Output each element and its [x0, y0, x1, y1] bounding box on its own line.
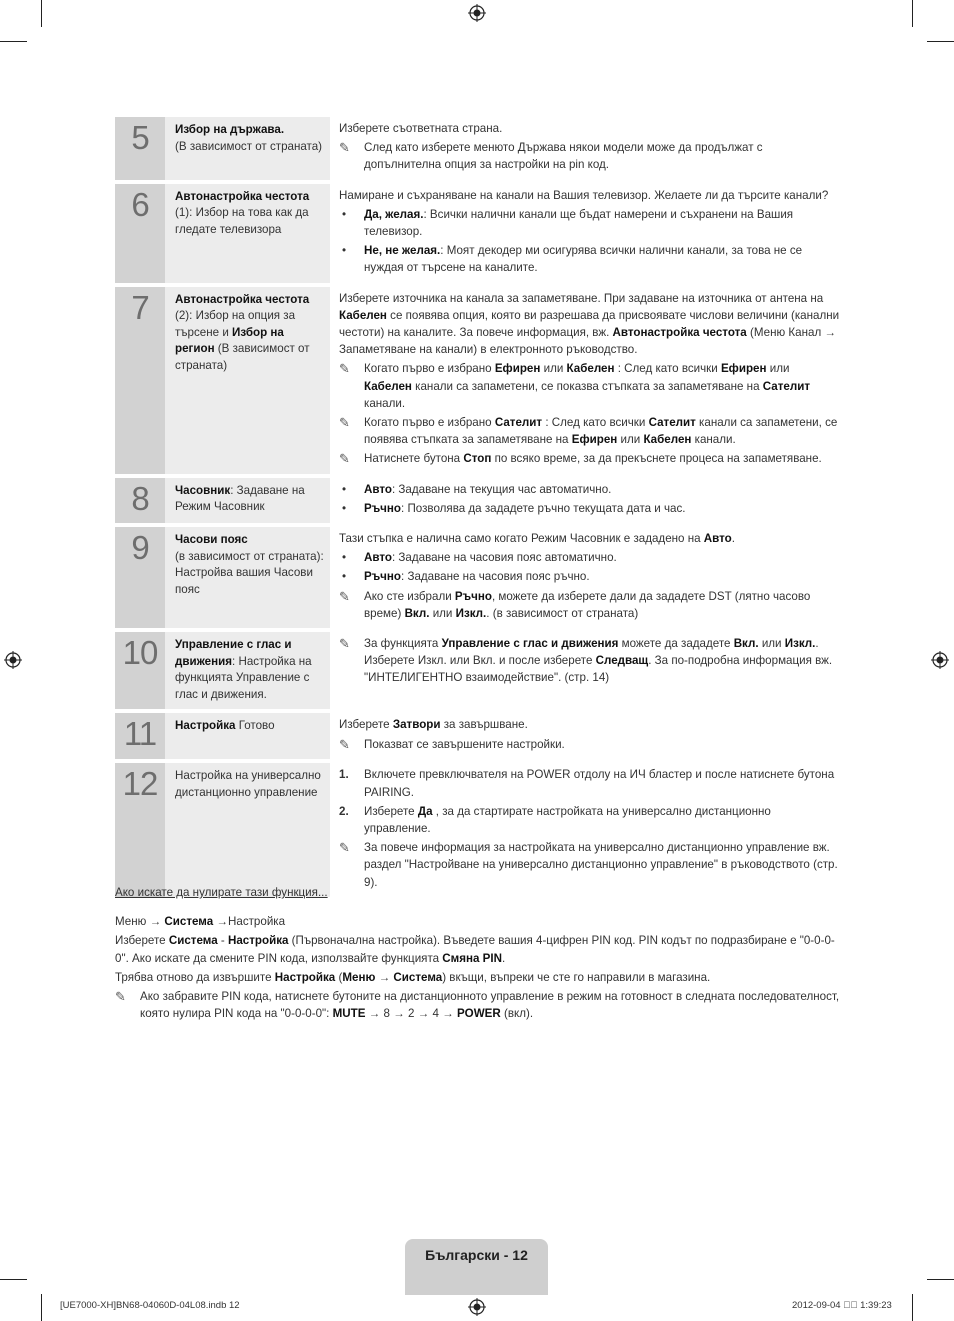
bold-term: Ефирен [571, 433, 618, 447]
step-label [165, 184, 330, 283]
crop-mark [912, 1294, 913, 1321]
item-text [364, 766, 840, 800]
setup-steps-table [115, 117, 840, 901]
bold-term: Кабелен [566, 362, 615, 376]
step-number: 10 [115, 632, 165, 709]
reset-section [115, 884, 845, 1024]
step-label [165, 632, 330, 709]
step-description [330, 713, 840, 759]
step-number: 8 [115, 478, 165, 523]
bold-term: Меню [342, 970, 376, 984]
paragraph [339, 530, 840, 547]
bullet-item [339, 242, 840, 276]
bullet-icon: • [342, 551, 347, 565]
text-run: или [617, 433, 644, 447]
pencil-note-icon: ✎ [339, 451, 350, 467]
note-item [339, 635, 840, 687]
step-row [115, 527, 840, 628]
crop-mark [927, 1279, 954, 1280]
step-label [165, 478, 330, 523]
step-label [165, 117, 330, 180]
step-row [115, 632, 840, 709]
step-description [330, 287, 840, 474]
text-run: : Задаване на часовия пояс автоматично. [391, 551, 617, 565]
bold-term: Управление с глас и движения [441, 637, 619, 651]
text-run: → [375, 970, 394, 984]
text-run: Изберете [364, 804, 418, 818]
text-run: ( [335, 970, 343, 984]
footer-file-info: [UE7000-XH]BN68-04060D-04L08.indb 12 [60, 1300, 240, 1311]
item-text [364, 139, 840, 173]
bold-term: Да, желая. [364, 207, 424, 221]
bold-term: Ефирен [494, 362, 541, 376]
text-run: → [146, 915, 165, 929]
item-text [364, 549, 840, 566]
bullet-item [339, 549, 840, 566]
note-item [339, 414, 840, 448]
text-run: Намиране и съхраняване на канали на Вашия телевизор. Желаете ли да търсите канали? [339, 188, 829, 202]
bold-term: Кабелен [364, 379, 412, 393]
crop-mark [0, 41, 27, 42]
step-row [115, 184, 840, 283]
bold-term: Не, не желая. [364, 244, 441, 258]
step-row [115, 117, 840, 180]
text-run: . [502, 951, 506, 965]
text-run: - [217, 934, 228, 948]
bold-term: MUTE [332, 1007, 366, 1021]
bold-term: Система [393, 970, 443, 984]
paragraph [339, 187, 840, 204]
text-run: . За по-подробна информация вж. "ИНТЕЛИГЕНТНО взаимодействие". (стр. 14) [364, 654, 833, 685]
bold-term: Ръчно [364, 570, 402, 584]
note-item [115, 988, 845, 1022]
text-run: ) вкъщи, въпреки че сте го направили в магазина. [442, 970, 711, 984]
paragraph [115, 932, 845, 966]
paragraph [339, 716, 840, 733]
text-run: (Меню Канал → Запаметяване на канали) в електронното ръководство. [339, 326, 837, 357]
bold-term: Часовник [175, 483, 231, 497]
registration-mark-icon [468, 1298, 486, 1316]
item-text [364, 481, 840, 498]
text-run: : Задаване на часовия пояс ръчно. [401, 570, 590, 584]
step-description [330, 763, 840, 896]
bold-term: Стоп [463, 452, 492, 466]
text-run: : Всички налични канали ще бъдат намерени и съхранени на Вашия телевизор. [364, 207, 794, 239]
page-number-label: Български - 12 [425, 1247, 528, 1263]
note-item [339, 736, 840, 753]
item-text [364, 206, 840, 240]
bold-term: Избор на държава. [175, 123, 285, 136]
text-run: канали са запаметени, се показва стъпката за запаметяване на [411, 379, 763, 393]
item-text [364, 500, 840, 517]
text-run: След като изберете менюто Държава някои модели може да продължат с допълнителна опция за настройки на pin код. [364, 141, 763, 172]
text-run: (В зависимост от страната) [175, 342, 310, 372]
step-number: 7 [115, 287, 165, 474]
text-run: Настройка на универсално дистанционно управление [175, 769, 321, 800]
bold-term: Авто [364, 482, 392, 496]
bullet-item [339, 481, 840, 498]
step-number: 11 [115, 713, 165, 759]
text-run: : След като всички [542, 416, 649, 430]
pencil-note-icon: ✎ [339, 840, 350, 856]
step-row [115, 713, 840, 759]
text-run: , можете да изберете дали да зададете DST (лятно часово време) [364, 589, 811, 620]
text-run: За повече информация за настройката на универсално дистанционно управление вж. раздел "Настройване на универсално дистанционно управление" в ръководството (стр. 9). [364, 841, 838, 889]
crop-mark [927, 41, 954, 42]
text-run: Трябва отново да извършите [115, 970, 275, 984]
text-run: или [758, 637, 785, 651]
pencil-note-icon: ✎ [339, 415, 350, 431]
section-heading [115, 884, 845, 901]
text-run: Ако искате да нулирате тази функция... [115, 886, 328, 899]
text-run: . [731, 532, 735, 546]
text-run: канали са запаметени, се появява стъпката за запаметяване на [364, 416, 838, 447]
pencil-note-icon: ✎ [339, 588, 350, 604]
text-run: (Първоначална настройка). Въведете вашия 4-цифрен PIN код. PIN кодът по подразбиране е "0-0-0-0". Ако искате да смените PIN кода, използвайте функцията [115, 934, 835, 965]
text-run: (2): Избор на опция за търсене и [175, 309, 296, 339]
bold-term: Автонастройка честота [612, 326, 747, 340]
bold-term: Система [168, 934, 218, 948]
item-text [364, 414, 840, 448]
bold-term: Авто [703, 532, 732, 546]
bullet-item [339, 206, 840, 240]
paragraph [115, 913, 845, 930]
bold-term: Настройка [274, 970, 336, 984]
bold-term: Система [164, 915, 214, 929]
pencil-note-icon: ✎ [339, 140, 350, 156]
text-run: Ако сте избрали [364, 589, 455, 603]
bullet-item [339, 568, 840, 585]
text-run: : След като всички [614, 362, 721, 376]
bold-term: Ръчно [454, 589, 492, 603]
pencil-note-icon: ✎ [115, 989, 126, 1005]
bullet-icon: • [342, 570, 347, 584]
bold-term: Сателит [494, 416, 543, 430]
text-run: Изберете източника на канала за запаметяване. При задаване на източника от антена на [339, 291, 824, 305]
footer-timestamp: 2012-09-04 ￿￿ 1:39:23 [792, 1300, 892, 1311]
bold-term: Вкл. [733, 637, 759, 651]
step-number: 6 [115, 184, 165, 283]
step-row [115, 287, 840, 474]
item-text [364, 568, 840, 585]
text-run: →Настройка [213, 915, 286, 929]
text-run: (вкл). [500, 1007, 534, 1021]
bold-term: Изкл. [784, 637, 816, 651]
text-run: , за да стартирате настройката на универсално дистанционно управление. [364, 804, 771, 836]
text-run: или [540, 362, 567, 376]
page-number-badge [405, 1239, 548, 1295]
bold-term: Кабелен [643, 433, 692, 447]
bold-term: Ръчно [364, 501, 402, 515]
note-item [339, 450, 840, 467]
text-run: канали. [364, 396, 406, 410]
text-run: за завършване. [440, 718, 528, 732]
bold-term: Смяна PIN [442, 951, 503, 965]
bold-term: Затвори [392, 718, 441, 732]
text-run: по всяко време, за да прекъснете процеса на запаметяване. [491, 452, 822, 466]
bold-term: Кабелен [339, 308, 387, 322]
step-label [165, 713, 330, 759]
text-run: канали. [691, 433, 736, 447]
step-row [115, 478, 840, 523]
bold-term: Авто [364, 551, 392, 565]
paragraph [339, 120, 840, 137]
text-run: се появява опция, която ви разрешава да присвоявате числови величини (канални честоти) на каналите. За повече информация, вж. [339, 308, 840, 340]
crop-mark [41, 1294, 42, 1321]
step-number: 5 [115, 117, 165, 180]
text-run: Когато първо е избрано [364, 362, 495, 376]
text-run: Изберете съответната страна. [339, 122, 503, 135]
item-text [364, 803, 840, 837]
text-run: : Моят декодер ми осигурява всички налични канали, за това не се нуждая от търсене на каналите. [364, 244, 803, 275]
text-run: Включете превключвателя на POWER отдолу на ИЧ бластер и после натиснете бутона PAIRING. [364, 768, 835, 799]
registration-mark-icon [468, 4, 486, 22]
item-text [364, 635, 840, 687]
item-text [140, 988, 845, 1022]
text-run: → 8 → 2 → 4 → [365, 1007, 457, 1021]
note-item [339, 360, 840, 412]
note-item [339, 588, 840, 622]
text-run: Изберете [115, 934, 169, 948]
item-text [364, 242, 840, 276]
crop-mark [0, 1279, 27, 1280]
bold-term: Настройка [175, 719, 236, 733]
bold-term: Сателит [762, 379, 811, 393]
item-text [364, 588, 840, 622]
numbered-item [339, 803, 840, 837]
text-run: Готово [235, 719, 275, 733]
text-run: : Задаване на текущия час автоматично. [391, 482, 612, 496]
paragraph [339, 290, 840, 359]
text-run: можете да зададете [618, 637, 734, 651]
crop-mark [912, 0, 913, 27]
step-number: 9 [115, 527, 165, 628]
bold-term: Сателит [648, 416, 696, 430]
step-number: 12 [115, 763, 165, 896]
bold-term: Автонастройка честота [175, 189, 310, 203]
note-item [339, 139, 840, 173]
text-run: или [429, 606, 456, 620]
registration-mark-icon [931, 651, 949, 669]
step-description [330, 117, 840, 180]
text-run: Показват се завършените настройки. [364, 737, 565, 751]
paragraph [115, 969, 845, 986]
text-run: : Позволява да зададете ръчно текущата дата и час. [401, 501, 686, 515]
bold-term: Автонастройка честота [175, 292, 310, 306]
text-run: : Задаване на Режим Часовник [175, 483, 305, 514]
step-number: 2. [339, 804, 349, 818]
bold-term: Ефирен [720, 362, 767, 376]
step-label [165, 527, 330, 628]
step-description [330, 632, 840, 709]
text-run: или [766, 362, 790, 376]
text-run: Тази стъпка е налична само когато Режим Часовник е зададено на [339, 532, 704, 546]
step-description [330, 527, 840, 628]
bold-term: Вкл. [404, 606, 430, 620]
step-description [330, 184, 840, 283]
bold-term: Часови пояс [175, 533, 248, 547]
item-text [364, 736, 840, 753]
bold-term: Избор на регион [175, 325, 284, 356]
text-run: (1): Избор на това как да гледате телевизора [175, 206, 309, 236]
step-label [165, 763, 330, 896]
text-run: Ако забравите PIN кода, натиснете бутоните на дистанционното управление в режим на готовност в следната последователност, която нулира PIN кода на "0-0-0-0": [140, 990, 840, 1021]
text-run: Меню [115, 915, 147, 929]
bullet-icon: • [342, 244, 347, 258]
text-run: (в зависимост от страната): Настройва вашия Часови пояс [175, 549, 324, 596]
text-run: Когато първо е избрано [364, 416, 495, 430]
pencil-note-icon: ✎ [339, 636, 350, 652]
bold-term: Следващ [595, 654, 649, 668]
bold-term: POWER [456, 1007, 501, 1021]
bold-term: Изкл. [455, 606, 487, 620]
numbered-item [339, 766, 840, 800]
bullet-item [339, 500, 840, 517]
pencil-note-icon: ✎ [339, 736, 350, 752]
step-number: 1. [339, 768, 349, 782]
bullet-icon: • [342, 482, 347, 496]
item-text [364, 450, 840, 467]
bullet-icon: • [342, 501, 347, 515]
step-label [165, 287, 330, 474]
text-run: : Настройка на функцията Управление с глас и движения. [175, 654, 312, 701]
text-run: За функцията [364, 637, 442, 651]
item-text [364, 360, 840, 412]
bold-term: Настройка [227, 934, 289, 948]
bold-term: Да [417, 804, 433, 818]
pencil-note-icon: ✎ [339, 361, 350, 377]
text-run: . Изберете Изкл. или Вкл. и после изберете [364, 637, 819, 668]
text-run: (В зависимост от страната) [175, 139, 323, 153]
registration-mark-icon [4, 651, 22, 669]
bold-term: Управление с глас и движения [175, 638, 292, 668]
text-run: Натиснете бутона [364, 452, 464, 466]
text-run: Изберете [339, 718, 393, 732]
bullet-icon: • [342, 207, 347, 221]
crop-mark [41, 0, 42, 27]
step-description [330, 478, 840, 523]
text-run: . (в зависимост от страната) [486, 606, 639, 620]
step-row [115, 763, 840, 896]
